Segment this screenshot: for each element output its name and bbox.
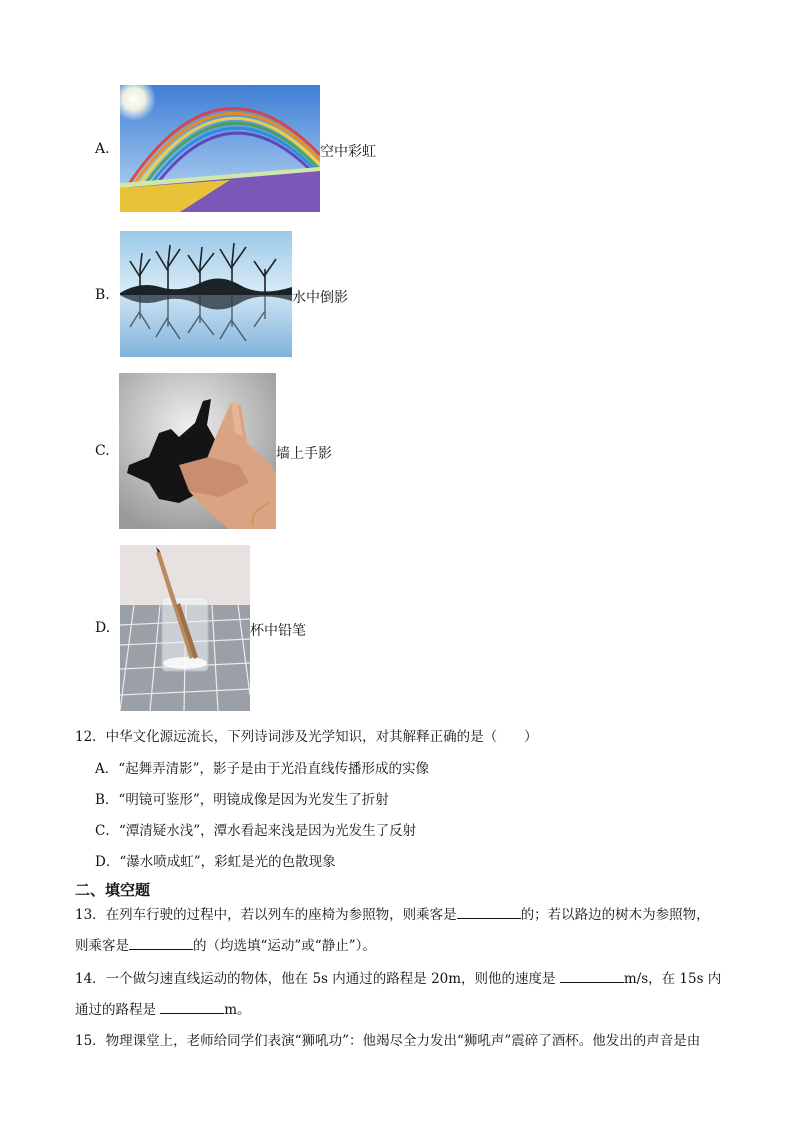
q14-line1	[75, 968, 721, 989]
q13-blank-2[interactable]	[129, 935, 193, 950]
option-d-letter: D.	[95, 620, 111, 636]
rainbow-photo	[120, 85, 320, 212]
q14-line2	[75, 999, 251, 1020]
q12-stem: 12．中华文化源远流长，下列诗词涉及光学知识，对其解释正确的是（ ）	[75, 729, 538, 745]
q12-option-c: C．“潭清疑水浅”，潭水看起来浅是因为光发生了反射	[95, 823, 417, 839]
q14-text-4: m。	[224, 1002, 251, 1018]
q13-blank-1[interactable]	[457, 904, 521, 919]
q15-line1: 15．物理课堂上，老师给同学们表演“狮吼功”：他竭尽全力发出“狮吼声”震碎了酒杯。他发出的声音是由	[75, 1033, 701, 1049]
q14-text-1: 14．一个做匀速直线运动的物体，他在 5s 内通过的路程是 20m，则他的速度是	[75, 971, 560, 987]
reflection-photo	[120, 231, 292, 357]
q12-option-d: D．“瀑水喷成虹”，彩虹是光的色散现象	[95, 854, 336, 870]
q13-text-3: 则乘客是	[75, 938, 129, 954]
q14-blank-1[interactable]	[560, 968, 624, 983]
option-a-letter: A.	[95, 141, 110, 157]
q13-text-1: 13．在列车行驶的过程中，若以列车的座椅为参照物，则乘客是	[75, 907, 457, 923]
q14-blank-2[interactable]	[160, 999, 224, 1014]
hand-shadow-photo	[119, 373, 276, 529]
q14-text-2: m/s，在 15s 内	[623, 971, 722, 987]
option-b-caption: 水中倒影	[292, 290, 348, 306]
option-d-caption: 杯中铅笔	[250, 623, 306, 639]
q13-line1	[75, 904, 710, 925]
q14-text-3: 通过的路程是	[75, 1002, 161, 1018]
option-b-letter: B.	[95, 287, 110, 303]
option-c-letter: C.	[95, 443, 110, 459]
section-fill-in-heading: 二、填空题	[75, 881, 151, 899]
q12-option-b: B．“明镜可鉴形”，明镜成像是因为光发生了折射	[95, 792, 389, 808]
q13-line2	[75, 935, 376, 956]
q13-text-4: 的（均选填“运动”或“静止”）。	[193, 938, 376, 954]
pencil-in-glass-photo	[120, 545, 250, 711]
q12-option-a: A．“起舞弄清影”，影子是由于光沿直线传播形成的实像	[95, 761, 430, 777]
option-c-caption: 墙上手影	[276, 446, 332, 462]
option-a-caption: 空中彩虹	[320, 144, 376, 160]
q13-text-2: 的；若以路边的树木为参照物，	[520, 907, 710, 923]
